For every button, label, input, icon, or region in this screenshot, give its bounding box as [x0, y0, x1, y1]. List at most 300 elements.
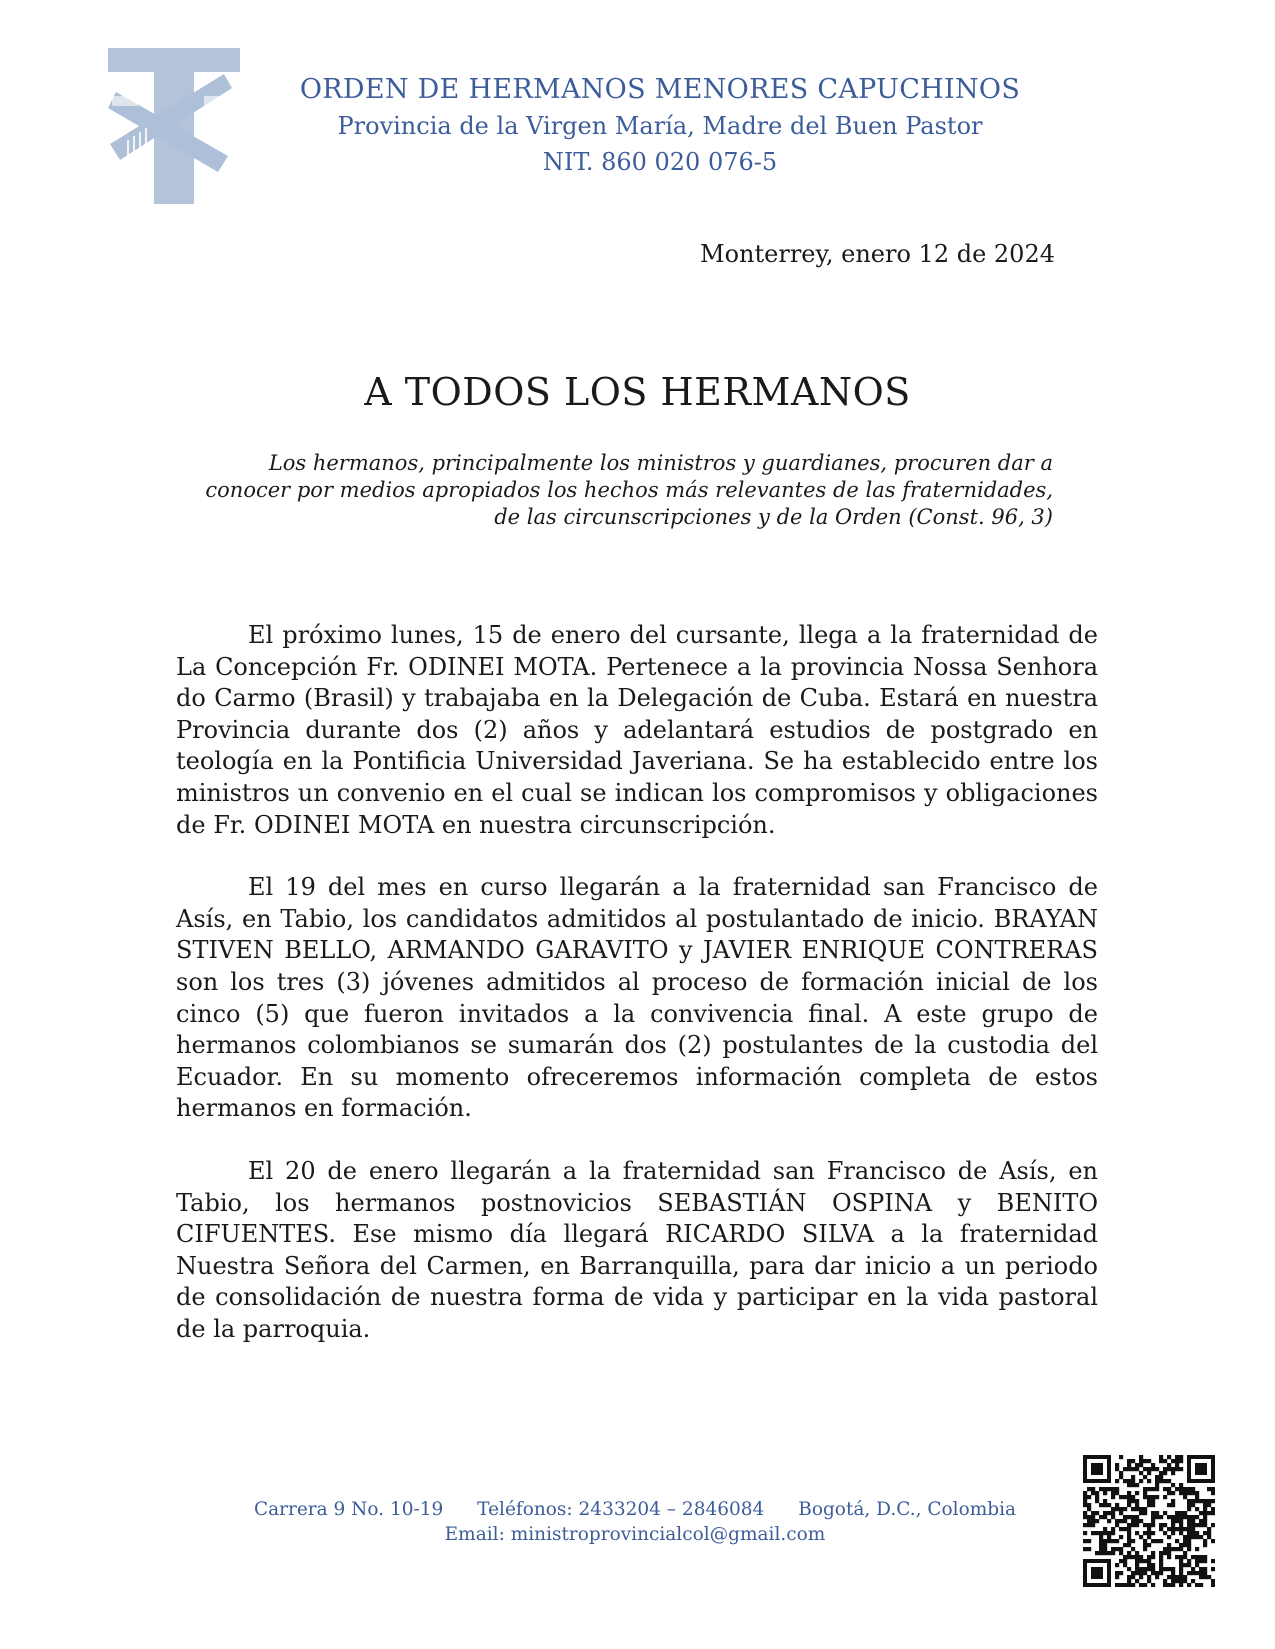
qr-module: [1119, 1471, 1123, 1475]
qr-module: [1131, 1575, 1135, 1579]
qr-module: [1175, 1519, 1179, 1523]
qr-module: [1139, 1555, 1143, 1559]
qr-module: [1159, 1571, 1163, 1575]
qr-module: [1179, 1459, 1183, 1463]
qr-module: [1147, 1543, 1151, 1547]
body-paragraph: El próximo lunes, 15 de enero del cursante, llega a la fraternidad de La Concepción Fr. ODINEI MOTA. Pertenece a la provincia Nossa Senhora do Carmo (Brasil) y trabajaba en la Delegación de Cuba. Estará en nuestra Provincia durante dos (2) años y adelantará estudios de postgrado en teología en la Pontificia Universidad Javeriana. Se ha establecido entre los ministros un convenio en el cual se indican los compromisos y obligaciones de Fr. ODINEI MOTA en nuestra circunscripción.: [176, 621, 1098, 839]
qr-module: [1195, 1495, 1199, 1499]
qr-module: [1191, 1579, 1195, 1583]
qr-module: [1155, 1495, 1159, 1499]
qr-module: [1167, 1567, 1171, 1571]
qr-module: [1163, 1567, 1167, 1571]
qr-module: [1127, 1583, 1131, 1587]
qr-module: [1195, 1491, 1199, 1495]
qr-module: [1159, 1455, 1163, 1459]
qr-module: [1143, 1467, 1147, 1471]
qr-module: [1119, 1455, 1123, 1459]
qr-module: [1083, 1547, 1087, 1551]
qr-module: [1087, 1503, 1091, 1507]
qr-module: [1127, 1491, 1131, 1495]
qr-module: [1111, 1547, 1115, 1551]
qr-module: [1163, 1523, 1167, 1527]
qr-module: [1191, 1531, 1195, 1535]
qr-module: [1147, 1579, 1151, 1583]
qr-module: [1155, 1539, 1159, 1543]
qr-module: [1155, 1483, 1159, 1487]
qr-module: [1143, 1543, 1147, 1547]
qr-module: [1127, 1499, 1131, 1503]
qr-module: [1135, 1523, 1139, 1527]
letter-footer: [200, 1497, 1070, 1547]
qr-module: [1191, 1535, 1195, 1539]
qr-module: [1171, 1499, 1175, 1503]
qr-module: [1083, 1523, 1087, 1527]
qr-module: [1195, 1559, 1199, 1563]
qr-module: [1103, 1551, 1107, 1555]
qr-module: [1179, 1487, 1183, 1491]
qr-module: [1111, 1531, 1115, 1535]
qr-module: [1115, 1467, 1119, 1471]
qr-module: [1195, 1507, 1199, 1511]
qr-module: [1211, 1507, 1215, 1511]
qr-module: [1147, 1555, 1151, 1559]
qr-module: [1115, 1519, 1119, 1523]
qr-module: [1195, 1571, 1199, 1575]
qr-module: [1115, 1523, 1119, 1527]
qr-module: [1211, 1511, 1215, 1515]
qr-module: [1203, 1519, 1207, 1523]
qr-module: [1127, 1459, 1131, 1463]
qr-module: [1179, 1519, 1183, 1523]
qr-module: [1191, 1527, 1195, 1531]
qr-module: [1147, 1471, 1151, 1475]
qr-module: [1187, 1507, 1191, 1511]
qr-module: [1119, 1583, 1123, 1587]
qr-module: [1175, 1579, 1179, 1583]
qr-module: [1171, 1503, 1175, 1507]
qr-module: [1187, 1563, 1191, 1567]
qr-finder-part: [1195, 1463, 1207, 1475]
qr-module: [1147, 1487, 1151, 1491]
qr-module: [1131, 1519, 1135, 1523]
qr-module: [1103, 1531, 1107, 1535]
qr-module: [1179, 1547, 1183, 1551]
qr-module: [1179, 1511, 1183, 1515]
qr-module: [1151, 1499, 1155, 1503]
qr-module: [1163, 1583, 1167, 1587]
qr-module: [1207, 1535, 1211, 1539]
qr-module: [1131, 1467, 1135, 1471]
qr-module: [1131, 1475, 1135, 1479]
qr-module: [1087, 1547, 1091, 1551]
qr-module: [1107, 1539, 1111, 1543]
qr-module: [1095, 1495, 1099, 1499]
qr-module: [1147, 1535, 1151, 1539]
qr-module: [1147, 1563, 1151, 1567]
qr-module: [1183, 1543, 1187, 1547]
qr-module: [1183, 1511, 1187, 1515]
qr-module: [1203, 1567, 1207, 1571]
qr-module: [1115, 1463, 1119, 1467]
qr-module: [1187, 1559, 1191, 1563]
qr-module: [1143, 1571, 1147, 1575]
qr-module: [1167, 1547, 1171, 1551]
qr-module: [1191, 1499, 1195, 1503]
qr-module: [1159, 1527, 1163, 1531]
footer-city: Bogotá, D.C., Colombia: [798, 1499, 1017, 1520]
qr-module: [1183, 1527, 1187, 1531]
qr-module: [1143, 1547, 1147, 1551]
qr-module: [1171, 1583, 1175, 1587]
qr-module: [1203, 1575, 1207, 1579]
qr-module: [1099, 1503, 1103, 1507]
qr-module: [1127, 1523, 1131, 1527]
qr-module: [1135, 1507, 1139, 1511]
qr-module: [1187, 1539, 1191, 1543]
qr-module: [1143, 1511, 1147, 1515]
qr-module: [1167, 1575, 1171, 1579]
qr-module: [1135, 1579, 1139, 1583]
qr-module: [1159, 1471, 1163, 1475]
qr-module: [1179, 1583, 1183, 1587]
qr-module: [1199, 1567, 1203, 1571]
qr-module: [1095, 1531, 1099, 1535]
qr-module: [1131, 1539, 1135, 1543]
qr-module: [1187, 1519, 1191, 1523]
qr-module: [1183, 1579, 1187, 1583]
qr-module: [1171, 1483, 1175, 1487]
qr-module: [1103, 1543, 1107, 1547]
qr-module: [1123, 1527, 1127, 1531]
qr-module: [1195, 1531, 1199, 1535]
qr-module: [1155, 1467, 1159, 1471]
qr-module: [1127, 1503, 1131, 1507]
qr-module: [1171, 1467, 1175, 1471]
qr-module: [1203, 1571, 1207, 1575]
qr-module: [1115, 1503, 1119, 1507]
qr-module: [1107, 1487, 1111, 1491]
organization-header: [270, 72, 1050, 180]
qr-module: [1171, 1527, 1175, 1531]
qr-module: [1183, 1495, 1187, 1499]
qr-module: [1095, 1519, 1099, 1523]
qr-module: [1187, 1583, 1191, 1587]
qr-module: [1123, 1559, 1127, 1563]
qr-module: [1179, 1579, 1183, 1583]
qr-module: [1203, 1511, 1207, 1515]
qr-module: [1143, 1491, 1147, 1495]
qr-module: [1139, 1535, 1143, 1539]
qr-module: [1171, 1547, 1175, 1551]
qr-module: [1187, 1487, 1191, 1491]
qr-module: [1175, 1539, 1179, 1543]
qr-module: [1135, 1567, 1139, 1571]
qr-module: [1187, 1491, 1191, 1495]
qr-module: [1195, 1535, 1199, 1539]
qr-module: [1127, 1515, 1131, 1519]
qr-module: [1207, 1511, 1211, 1515]
qr-module: [1091, 1491, 1095, 1495]
qr-module: [1103, 1503, 1107, 1507]
qr-module: [1163, 1579, 1167, 1583]
qr-module: [1095, 1511, 1099, 1515]
qr-module: [1151, 1551, 1155, 1555]
qr-module: [1155, 1479, 1159, 1483]
qr-module: [1127, 1479, 1131, 1483]
qr-module: [1135, 1519, 1139, 1523]
qr-module: [1107, 1535, 1111, 1539]
qr-module: [1103, 1487, 1107, 1491]
qr-module: [1175, 1515, 1179, 1519]
qr-module: [1107, 1519, 1111, 1523]
qr-module: [1183, 1563, 1187, 1567]
qr-module: [1159, 1539, 1163, 1543]
qr-module: [1171, 1459, 1175, 1463]
qr-module: [1151, 1519, 1155, 1523]
qr-module: [1143, 1459, 1147, 1463]
qr-module: [1159, 1475, 1163, 1479]
qr-module: [1167, 1551, 1171, 1555]
qr-module: [1167, 1535, 1171, 1539]
qr-module: [1103, 1539, 1107, 1543]
qr-module: [1115, 1547, 1119, 1551]
qr-module: [1123, 1495, 1127, 1499]
qr-module: [1179, 1555, 1183, 1559]
qr-module: [1099, 1515, 1103, 1519]
letter-date: Monterrey, enero 12 de 2024: [700, 240, 1055, 268]
letter-title: A TODOS LOS HERMANOS: [364, 370, 911, 414]
qr-module: [1099, 1531, 1103, 1535]
qr-module: [1147, 1523, 1151, 1527]
qr-module: [1131, 1523, 1135, 1527]
qr-module: [1199, 1519, 1203, 1523]
qr-module: [1147, 1459, 1151, 1463]
qr-module: [1183, 1535, 1187, 1539]
qr-module: [1203, 1523, 1207, 1527]
letter-body: [176, 620, 1098, 1376]
qr-module: [1211, 1583, 1215, 1587]
qr-module: [1199, 1555, 1203, 1559]
qr-module: [1151, 1515, 1155, 1519]
body-paragraph: El 19 del mes en curso llegarán a la fraternidad san Francisco de Asís, en Tabio, los candidatos admitidos al postulantado de inicio. BRAYAN STIVEN BELLO, ARMANDO GARAVITO y JAVIER ENRIQUE CONTRERAS son los tres (3) jóvenes admitidos al proceso de formación inicial de los cinco (5) que fueron invitados a la convivencia final. A este grupo de hermanos colombianos se sumarán dos (2) postulantes de la custodia del Ecuador. En su momento ofreceremos información completa de estos hermanos en formación.: [176, 873, 1098, 1123]
qr-module: [1147, 1575, 1151, 1579]
qr-module: [1203, 1559, 1207, 1563]
qr-module: [1199, 1575, 1203, 1579]
qr-module: [1159, 1551, 1163, 1555]
qr-module: [1191, 1523, 1195, 1527]
qr-module: [1095, 1499, 1099, 1503]
qr-module: [1119, 1519, 1123, 1523]
qr-module: [1123, 1563, 1127, 1567]
qr-module: [1115, 1491, 1119, 1495]
qr-module: [1131, 1459, 1135, 1463]
qr-module: [1119, 1511, 1123, 1515]
qr-module: [1135, 1499, 1139, 1503]
qr-module: [1139, 1507, 1143, 1511]
qr-module: [1207, 1499, 1211, 1503]
qr-module: [1115, 1583, 1119, 1587]
qr-module: [1163, 1479, 1167, 1483]
qr-module: [1183, 1491, 1187, 1495]
qr-module: [1179, 1567, 1183, 1571]
qr-module: [1155, 1515, 1159, 1519]
qr-module: [1207, 1527, 1211, 1531]
qr-module: [1203, 1539, 1207, 1543]
qr-module: [1087, 1495, 1091, 1499]
qr-module: [1179, 1483, 1183, 1487]
footer-address: Carrera 9 No. 10-19: [253, 1499, 444, 1520]
qr-module: [1211, 1559, 1215, 1563]
qr-module: [1151, 1463, 1155, 1467]
qr-module: [1183, 1539, 1187, 1543]
qr-module: [1187, 1547, 1191, 1551]
qr-module: [1155, 1475, 1159, 1479]
qr-module: [1211, 1487, 1215, 1491]
epigraph-line: conocer por medios apropiados los hechos más relevantes de las fraternidades,: [205, 478, 1053, 502]
qr-module: [1139, 1459, 1143, 1463]
qr-module: [1111, 1495, 1115, 1499]
qr-module: [1195, 1547, 1199, 1551]
qr-module: [1087, 1507, 1091, 1511]
qr-module: [1115, 1487, 1119, 1491]
epigraph-line: Los hermanos, principalmente los ministros y guardianes, procuren dar a: [268, 451, 1053, 475]
epigraph-line: de las circunscripciones y de la Orden (Const. 96, 3): [494, 505, 1053, 529]
qr-module: [1151, 1571, 1155, 1575]
qr-module: [1083, 1499, 1087, 1503]
qr-module: [1115, 1507, 1119, 1511]
qr-module: [1175, 1459, 1179, 1463]
qr-module: [1147, 1499, 1151, 1503]
qr-module: [1179, 1563, 1183, 1567]
qr-module: [1139, 1471, 1143, 1475]
qr-module: [1163, 1459, 1167, 1463]
qr-module: [1135, 1555, 1139, 1559]
qr-module: [1187, 1523, 1191, 1527]
qr-module: [1147, 1467, 1151, 1471]
qr-module: [1155, 1571, 1159, 1575]
qr-module: [1175, 1575, 1179, 1579]
qr-module: [1207, 1503, 1211, 1507]
qr-module: [1107, 1503, 1111, 1507]
qr-module: [1179, 1571, 1183, 1575]
qr-module: [1151, 1467, 1155, 1471]
qr-module: [1087, 1487, 1091, 1491]
qr-module: [1119, 1495, 1123, 1499]
qr-module: [1171, 1571, 1175, 1575]
qr-module: [1171, 1531, 1175, 1535]
qr-module: [1135, 1551, 1139, 1555]
qr-module: [1171, 1515, 1175, 1519]
qr-module: [1123, 1507, 1127, 1511]
qr-module: [1143, 1523, 1147, 1527]
qr-module: [1211, 1499, 1215, 1503]
qr-module: [1191, 1555, 1195, 1559]
qr-module: [1199, 1559, 1203, 1563]
qr-module: [1131, 1479, 1135, 1483]
footer-contact-row: [200, 1497, 1070, 1522]
qr-module: [1131, 1495, 1135, 1499]
qr-module: [1163, 1471, 1167, 1475]
qr-module: [1175, 1547, 1179, 1551]
qr-module: [1159, 1559, 1163, 1563]
qr-module: [1191, 1571, 1195, 1575]
qr-module: [1191, 1491, 1195, 1495]
qr-module: [1127, 1579, 1131, 1583]
qr-module: [1187, 1535, 1191, 1539]
qr-module: [1183, 1555, 1187, 1559]
qr-module: [1175, 1487, 1179, 1491]
qr-module: [1179, 1531, 1183, 1535]
qr-module: [1199, 1523, 1203, 1527]
qr-module: [1207, 1531, 1211, 1535]
qr-module: [1131, 1555, 1135, 1559]
qr-module: [1159, 1555, 1163, 1559]
qr-module: [1103, 1515, 1107, 1519]
qr-module: [1139, 1455, 1143, 1459]
qr-module: [1183, 1487, 1187, 1491]
qr-module: [1127, 1575, 1131, 1579]
qr-module: [1199, 1583, 1203, 1587]
qr-module: [1091, 1515, 1095, 1519]
qr-module: [1171, 1471, 1175, 1475]
qr-module: [1083, 1531, 1087, 1535]
qr-module: [1127, 1555, 1131, 1559]
qr-module: [1171, 1579, 1175, 1583]
qr-module: [1099, 1535, 1103, 1539]
qr-module: [1091, 1511, 1095, 1515]
qr-module: [1103, 1511, 1107, 1515]
qr-module: [1191, 1487, 1195, 1491]
qr-module: [1111, 1515, 1115, 1519]
qr-module: [1139, 1511, 1143, 1515]
qr-module: [1195, 1515, 1199, 1519]
qr-module: [1211, 1523, 1215, 1527]
qr-module: [1119, 1507, 1123, 1511]
qr-module: [1187, 1571, 1191, 1575]
qr-module: [1143, 1507, 1147, 1511]
qr-module: [1135, 1531, 1139, 1535]
qr-module: [1107, 1531, 1111, 1535]
qr-finder-part: [1091, 1463, 1103, 1475]
qr-module: [1175, 1555, 1179, 1559]
qr-module: [1143, 1531, 1147, 1535]
qr-module: [1143, 1559, 1147, 1563]
qr-module: [1111, 1539, 1115, 1543]
qr-module: [1115, 1479, 1119, 1483]
qr-module: [1167, 1515, 1171, 1519]
qr-module: [1127, 1535, 1131, 1539]
qr-module: [1199, 1535, 1203, 1539]
qr-module: [1095, 1551, 1099, 1555]
qr-module: [1151, 1487, 1155, 1491]
qr-module: [1151, 1539, 1155, 1543]
qr-module: [1131, 1507, 1135, 1511]
qr-module: [1187, 1499, 1191, 1503]
qr-module: [1111, 1511, 1115, 1515]
qr-module: [1127, 1543, 1131, 1547]
qr-module: [1123, 1467, 1127, 1471]
qr-module: [1127, 1531, 1131, 1535]
qr-module: [1135, 1483, 1139, 1487]
qr-module: [1199, 1571, 1203, 1575]
qr-module: [1211, 1491, 1215, 1495]
qr-module: [1207, 1575, 1211, 1579]
qr-module: [1155, 1487, 1159, 1491]
qr-module: [1091, 1531, 1095, 1535]
qr-module: [1163, 1551, 1167, 1555]
qr-module: [1151, 1563, 1155, 1567]
qr-module: [1191, 1519, 1195, 1523]
